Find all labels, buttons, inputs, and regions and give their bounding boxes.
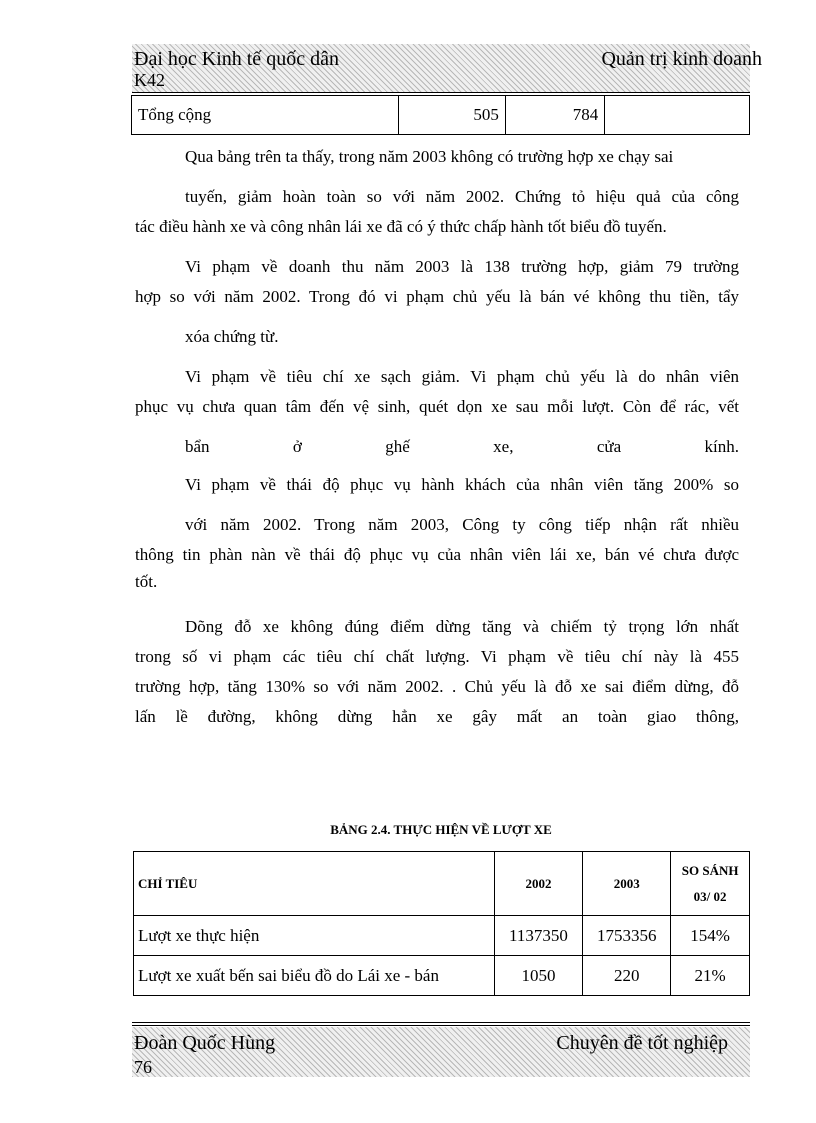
paragraph-3-line-1: Vi phạm về tiêu chí xe sạch giảm. Vi phạm chủ yếu là do nhân viên (185, 367, 739, 386)
paragraph-5-line-3: trường hợp, tăng 130% so với năm 2002. . Chủ yếu là đỗ xe sai điểm dừng, đỗ (135, 677, 739, 696)
header-2002: 2002 (494, 852, 583, 916)
total-ratio (605, 96, 750, 135)
footer-author: Đoàn Quốc Hùng (134, 1032, 276, 1054)
row-2-ratio: 21% (671, 956, 750, 996)
header-compare-ratio: 03/ 02 (693, 888, 727, 904)
paragraph-3-line-3: bẩn ở ghế xe, cửa kính. (185, 437, 739, 456)
paragraph-5-line-2: trong số vi phạm các tiêu chí chất lượng. Vi phạm về tiêu chí này là 455 (135, 647, 739, 666)
paragraph-2-line-3: xóa chứng từ. (185, 327, 279, 346)
header-department: Quản trị kinh doanh (601, 48, 762, 70)
row-2-2002: 1050 (494, 956, 583, 996)
paragraph-2-line-2: hợp so với năm 2002. Trong đó vi phạm chủ yếu là bán vé không thu tiền, tẩy (135, 287, 739, 306)
paragraph-5-line-1: Dõng đỗ xe không đúng điểm dừng tăng và chiếm tỷ trọng lớn nhất (185, 617, 739, 636)
row-2-criteria: Lượt xe xuất bến sai biểu đồ do Lái xe - bán (134, 956, 495, 996)
page-header (132, 44, 762, 92)
header-2003: 2003 (583, 852, 671, 916)
table-row (134, 916, 750, 956)
paragraph-1-line-3: tác điều hành xe và công nhân lái xe đã có ý thức chấp hành tốt biểu đồ tuyến. (135, 217, 667, 236)
page-footer (132, 1027, 750, 1077)
header-criteria: CHỈ TIÊU (134, 852, 495, 916)
paragraph-4-line-4: tốt. (135, 572, 158, 591)
table-row (134, 956, 750, 996)
row-2-2003: 220 (583, 956, 671, 996)
footer-title: Chuyên đề tốt nghiệp (556, 1032, 728, 1054)
total-2002: 505 (399, 96, 506, 135)
paragraph-3-line-2: phục vụ chưa quan tâm đến vệ sinh, quét dọn xe sau mỗi lượt. Còn để rác, vết (135, 397, 739, 416)
footer-rule-bottom (132, 1025, 750, 1026)
table-header-row (134, 852, 750, 916)
page-number: 76 (134, 1057, 152, 1077)
row-1-criteria: Lượt xe thực hiện (134, 916, 495, 956)
header-compare (671, 852, 750, 916)
header-compare-label: SO SÁNH (681, 862, 739, 878)
total-label: Tổng cộng (132, 96, 399, 135)
row-1-ratio: 154% (671, 916, 750, 956)
total-table (131, 95, 750, 135)
header-class: K42 (134, 70, 165, 90)
table-title: BẢNG 2.4. THỰC HIỆN VỀ LƯỢT XE (330, 822, 552, 837)
header-rule (132, 92, 750, 93)
total-2003: 784 (505, 96, 604, 135)
paragraph-1-line-2: tuyến, giảm hoàn toàn so với năm 2002. Chứng tỏ hiệu quả của công (185, 187, 739, 206)
paragraph-5-line-4: lấn lề đường, không dừng hẳn xe gây mất an toàn giao thông, (135, 707, 739, 726)
paragraph-4-line-2: với năm 2002. Trong năm 2003, Công ty công tiếp nhận rất nhiều (185, 515, 739, 534)
table-row (132, 96, 750, 135)
footer-rule-top (132, 1022, 750, 1023)
paragraph-4-line-3: thông tin phàn nàn về thái độ phục vụ của nhân viên lái xe, bán vé chưa được (135, 545, 739, 564)
header-university: Đại học Kinh tế quốc dân (134, 48, 339, 70)
body-text (135, 142, 739, 732)
data-table (133, 851, 750, 996)
paragraph-4-line-1: Vi phạm về thái độ phục vụ hành khách của nhân viên tăng 200% so (185, 475, 739, 494)
row-1-2002: 1137350 (494, 916, 583, 956)
paragraph-1-line-1: Qua bảng trên ta thấy, trong năm 2003 không có trường hợp xe chạy sai (185, 147, 674, 166)
paragraph-2-line-1: Vi phạm về doanh thu năm 2003 là 138 trường hợp, giảm 79 trường (185, 257, 739, 276)
row-1-2003: 1753356 (583, 916, 671, 956)
